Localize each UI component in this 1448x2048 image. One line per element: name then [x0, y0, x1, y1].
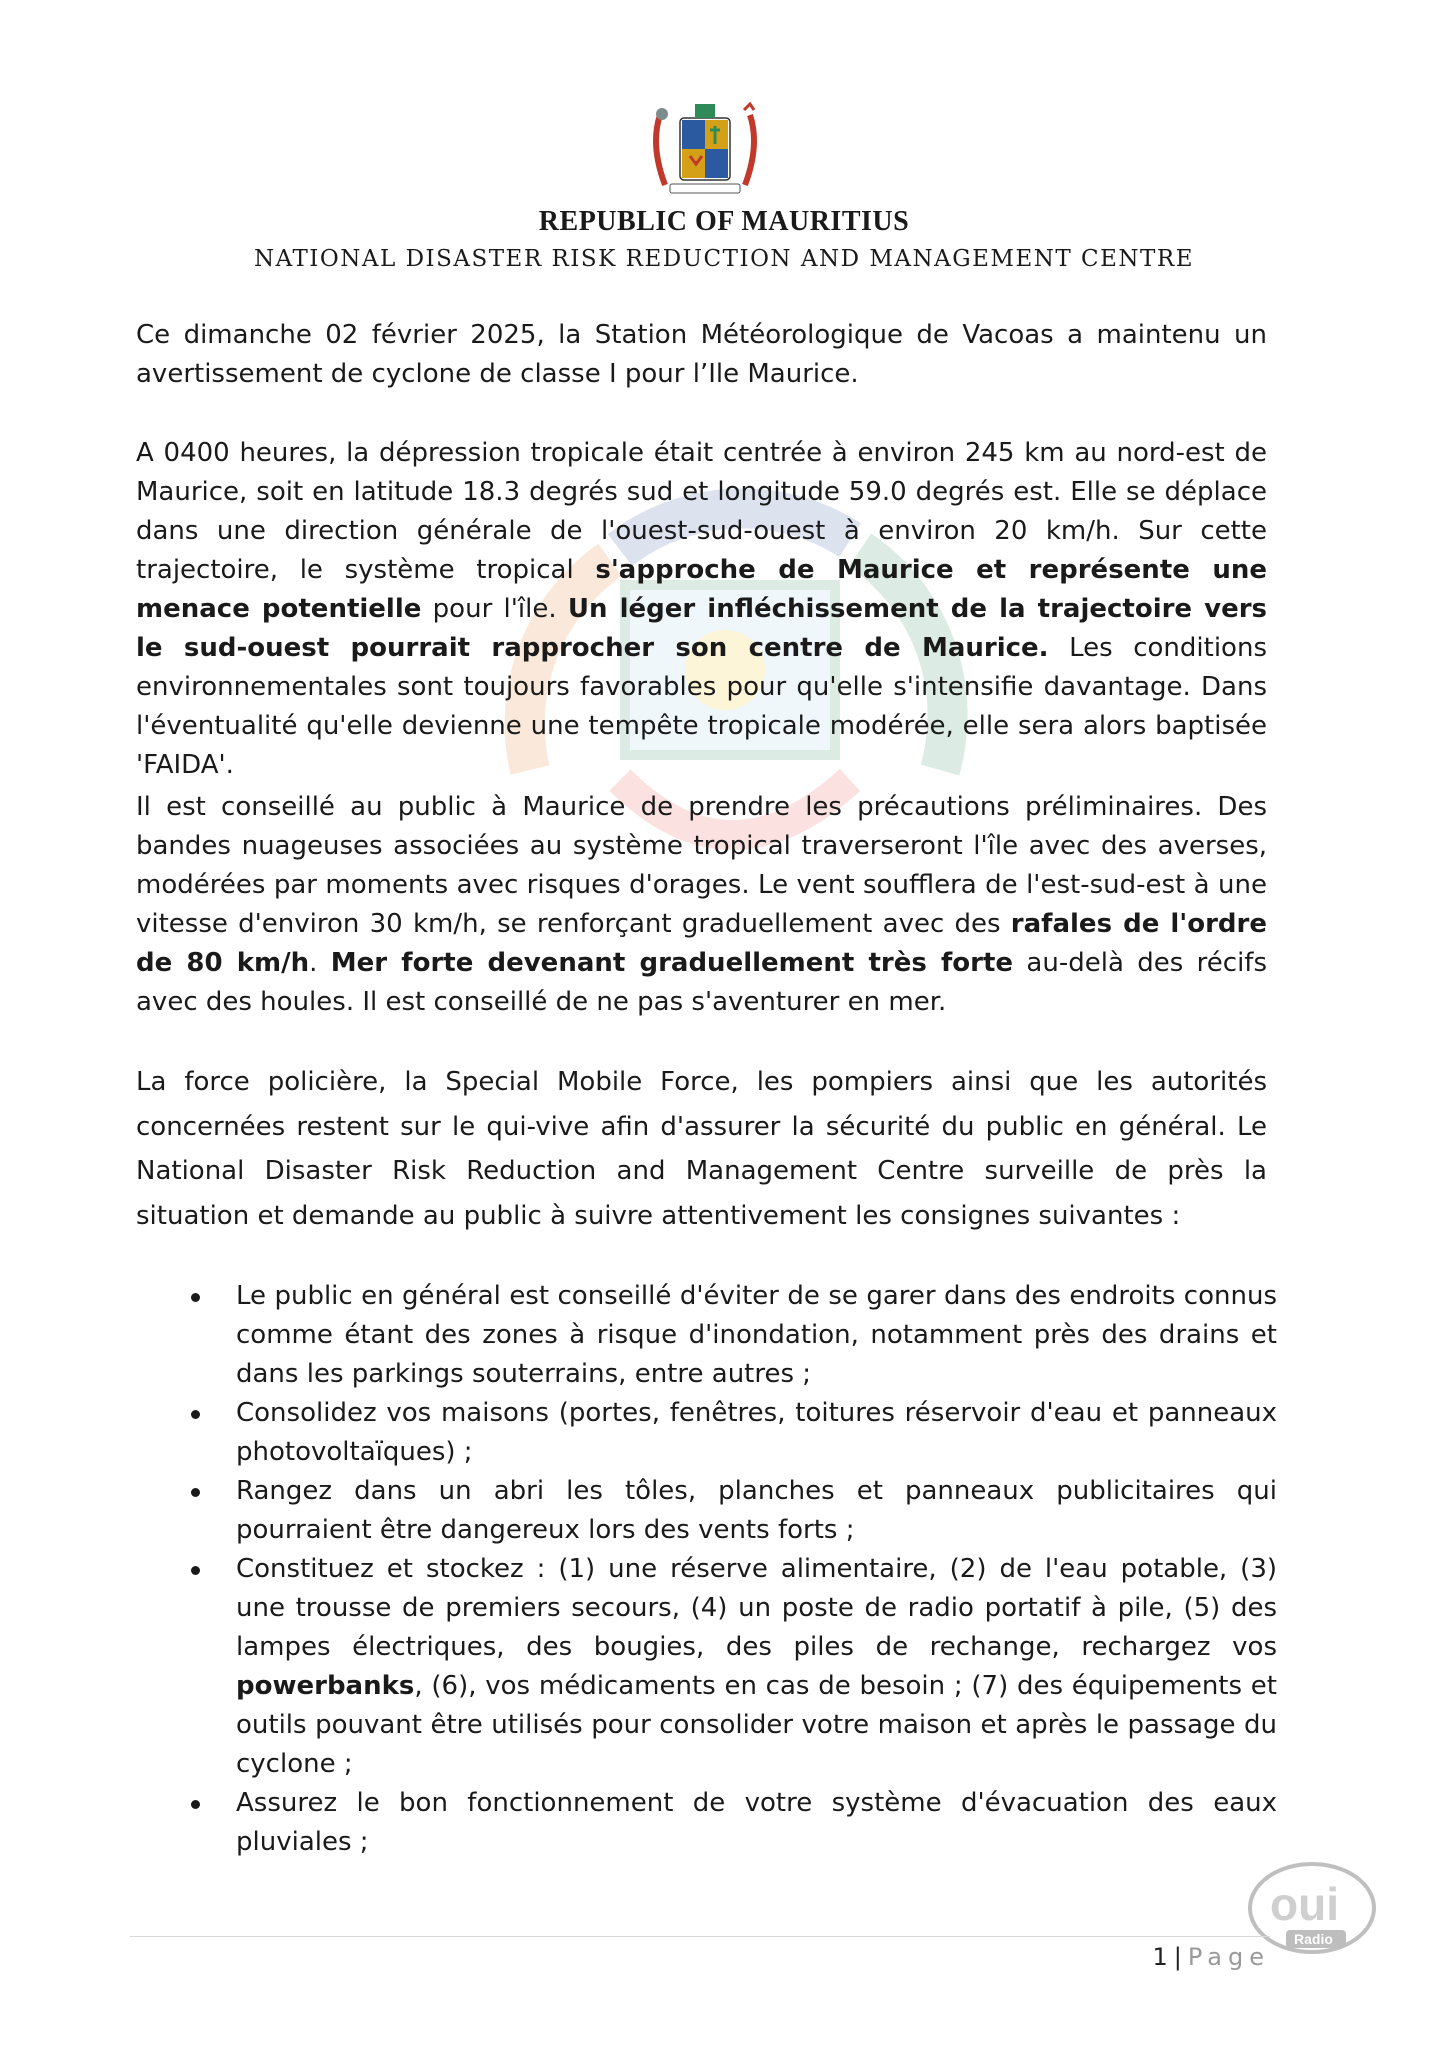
centre-title: NATIONAL DISASTER RISK REDUCTION AND MANAGEMENT CENTRE: [253, 246, 1194, 272]
paragraph-text: au-delà des récifs avec des houles. Il est conseillé de ne pas s'aventurer en mer.: [136, 948, 1268, 1017]
bold-text: rafales de l'ordre de 80 km/h: [136, 909, 1267, 978]
list-item-text: Assurez le bon fonctionnement de votre système d'évacuation des eaux pluviales ;: [236, 1788, 1277, 1857]
list-item: [136, 1550, 1277, 1784]
bullet-icon: [191, 1566, 200, 1575]
paragraph-position: [136, 434, 1267, 785]
paragraph-warning: [136, 316, 1267, 394]
bullet-icon: [191, 1410, 200, 1419]
paragraph-text: .: [309, 948, 331, 978]
list-item-text: Le public en général est conseillé d'éviter de se garer dans des endroits connus comme étant des zones à risque d'inondation, notamment près des drains et dans les parkings souterrains, entre autres ;: [236, 1281, 1277, 1389]
instructions-list: [136, 1277, 1277, 1862]
coat-of-arms-icon: [640, 100, 770, 200]
paragraph-precautions: [136, 788, 1267, 1022]
bullet-icon: [191, 1488, 200, 1497]
list-item: [136, 1784, 1277, 1862]
republic-title: REPUBLIC OF MAURITIUS: [538, 206, 910, 237]
page-label: Page: [1187, 1943, 1270, 1971]
paragraph-text: La force policière, la Special Mobile Force, les pompiers ainsi que les autorités concernées restent sur le qui-vive afin d'assurer la sécurité du public en général. Le National Disaster Risk Reduction and Management Centre surveille de près la situation et demande au public à suivre attentivement les consignes suivantes :: [136, 1067, 1267, 1231]
bold-text: Un léger infléchissement de la trajectoire vers le sud-ouest pourrait rapprocher son centre de Maurice.: [136, 594, 1268, 663]
list-item-text: , (6), vos médicaments en cas de besoin ; (7) des équipements et outils pouvant être utilisés pour consolider votre maison et après le passage du cyclone ;: [236, 1671, 1277, 1779]
bold-text: Mer forte devenant graduellement très forte: [330, 948, 1014, 978]
footer-divider: [130, 1936, 1270, 1937]
paragraph-text: Ce dimanche 02 février 2025, la Station Météorologique de Vacoas a maintenu un avertissement de cyclone de classe I pour l’Ile Maurice.: [136, 320, 1267, 389]
bullet-icon: [191, 1293, 200, 1302]
paragraph-text: A 0400 heures, la dépression tropicale était centrée à environ 245 km au nord-est de Maurice, soit en latitude 18.3 degrés sud et longitude 59.0 degrés est. Elle se déplace dans une direction générale de l'ouest-sud-ouest à environ 20 km/h. Sur cette trajectoire, le système tropical: [136, 438, 1267, 585]
page-footer: [1153, 1943, 1270, 1971]
radio-logo-text: Radio: [1294, 1931, 1333, 1947]
bold-text: s'approche de Maurice et représente une menace potentielle: [136, 555, 1267, 624]
svg-text:oui: oui: [1270, 1878, 1339, 1930]
list-item: [136, 1277, 1277, 1394]
list-item-text: Constituez et stockez : (1) une réserve alimentaire, (2) de l'eau potable, (3) une trousse de premiers secours, (4) un poste de radio portatif à pile, (5) des lampes électriques, des bougies, des piles de rechange, rechargez vos: [236, 1554, 1277, 1662]
list-item-text: Consolidez vos maisons (portes, fenêtres, toitures réservoir d'eau et panneaux photovoltaïques) ;: [236, 1398, 1277, 1467]
bold-text: powerbanks: [236, 1671, 415, 1701]
bullet-icon: [191, 1800, 200, 1809]
paragraph-text: Il est conseillé au public à Maurice de prendre les précautions préliminaires. Des bandes nuageuses associées au système tropical traverseront l'île avec des averses, modérées par moments avec risques d'orages. Le vent soufflera de l'est-sud-est à une vitesse d'environ 30 km/h, se renforçant graduellement avec des: [136, 792, 1267, 939]
footer-separator: |: [1173, 1943, 1182, 1971]
paragraph-text: Les conditions environnementales sont toujours favorables pour qu'elle s'intensifie davantage. Dans l'éventualité qu'elle devienne une tempête tropicale modérée, elle sera alors baptisée 'FAIDA'.: [136, 633, 1267, 780]
list-item: [136, 1394, 1277, 1472]
page-number: 1: [1152, 1943, 1168, 1971]
list-item-text: Rangez dans un abri les tôles, planches et panneaux publicitaires qui pourraient être dangereux lors des vents forts ;: [236, 1476, 1277, 1545]
paragraph-text: pour l'île.: [421, 594, 568, 624]
paragraph-authorities: [136, 1060, 1267, 1238]
list-item: [136, 1472, 1277, 1550]
